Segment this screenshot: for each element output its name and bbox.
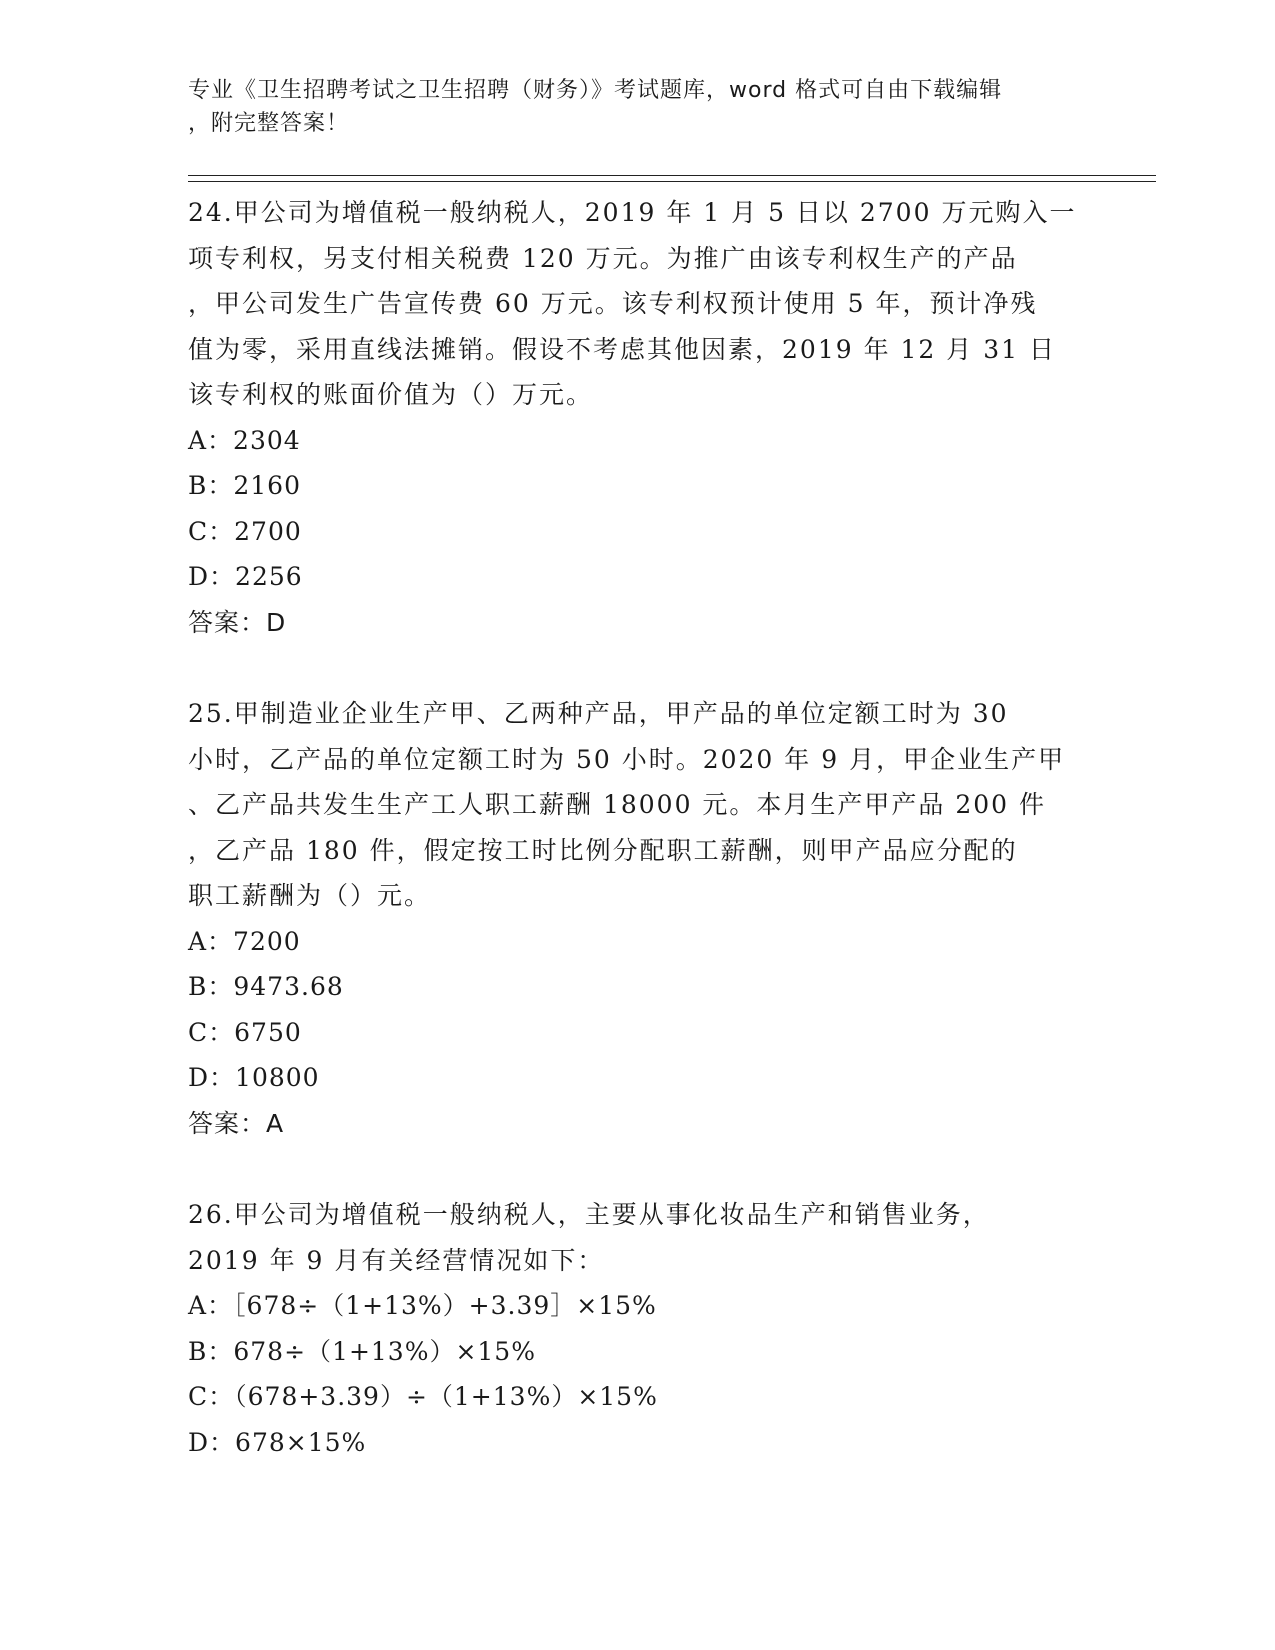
- option-c: C：（678+3.39）÷（1+13%）×15%: [188, 1382, 658, 1411]
- header-rule-top: [188, 175, 1156, 176]
- header-rule-bottom: [188, 181, 1156, 182]
- question-spacer: [188, 645, 1088, 691]
- answer-label: 答案：D: [188, 607, 287, 637]
- question-26: [188, 1192, 1088, 1465]
- question-stem: [188, 1192, 1088, 1283]
- header-line-2: ，附完整答案！: [188, 111, 350, 136]
- stem-line: 该专利权的账面价值为（）万元。: [188, 380, 594, 409]
- stem-line: 、乙产品共发生生产工人职工薪酬 18000 元。本月生产甲产品 200 件: [188, 790, 1047, 819]
- option-list: [188, 1283, 1088, 1465]
- answer-label: 答案：A: [188, 1108, 285, 1138]
- option-list: [188, 418, 1088, 600]
- option-c: C：2700: [188, 516, 302, 546]
- option-a: A：2304: [188, 425, 301, 455]
- question-list: [188, 190, 1088, 1465]
- option-b: B：678÷（1+13%）×15%: [188, 1336, 536, 1366]
- question-stem: [188, 190, 1088, 418]
- stem-line: 24.甲公司为增值税一般纳税人，2019 年 1 月 5 日以 2700 万元购入一: [188, 198, 1077, 227]
- option-a: A：7200: [188, 926, 301, 956]
- option-b: B：9473.68: [188, 972, 344, 1001]
- option-list: [188, 919, 1088, 1101]
- page-header: [188, 74, 1068, 140]
- stem-line: 26.甲公司为增值税一般纳税人，主要从事化妆品生产和销售业务，: [188, 1200, 990, 1229]
- stem-line: ，甲公司发生广告宣传费 60 万元。该专利权预计使用 5 年，预计净残: [188, 289, 1038, 318]
- stem-line: 职工薪酬为（）元。: [188, 881, 432, 910]
- option-d: D：678×15%: [188, 1427, 367, 1457]
- header-line-1: 专业《卫生招聘考试之卫生招聘（财务）》考试题库，word 格式可自由下载编辑: [188, 78, 1003, 103]
- option-b: B：2160: [188, 471, 301, 500]
- option-a: A：［678÷（1+13%）+3.39］×15%: [188, 1291, 657, 1320]
- question-spacer: [188, 1146, 1088, 1192]
- stem-line: 2019 年 9 月有关经营情况如下：: [188, 1245, 605, 1275]
- stem-line: 25.甲制造业企业生产甲、乙两种产品，甲产品的单位定额工时为 30: [188, 699, 1009, 728]
- question-25: [188, 691, 1088, 1146]
- option-d: D：2256: [188, 562, 303, 591]
- question-stem: [188, 691, 1088, 919]
- option-c: C：6750: [188, 1017, 302, 1047]
- stem-line: ，乙产品 180 件，假定按工时比例分配职工薪酬，则甲产品应分配的: [188, 835, 1018, 865]
- stem-line: 项专利权，另支付相关税费 120 万元。为推广由该专利权生产的产品: [188, 243, 1018, 273]
- stem-line: 值为零，采用直线法摊销。假设不考虑其他因素，2019 年 12 月 31 日: [188, 334, 1056, 364]
- question-24: [188, 190, 1088, 645]
- option-d: D：10800: [188, 1063, 320, 1092]
- stem-line: 小时，乙产品的单位定额工时为 50 小时。2020 年 9 月，甲企业生产甲: [188, 744, 1066, 774]
